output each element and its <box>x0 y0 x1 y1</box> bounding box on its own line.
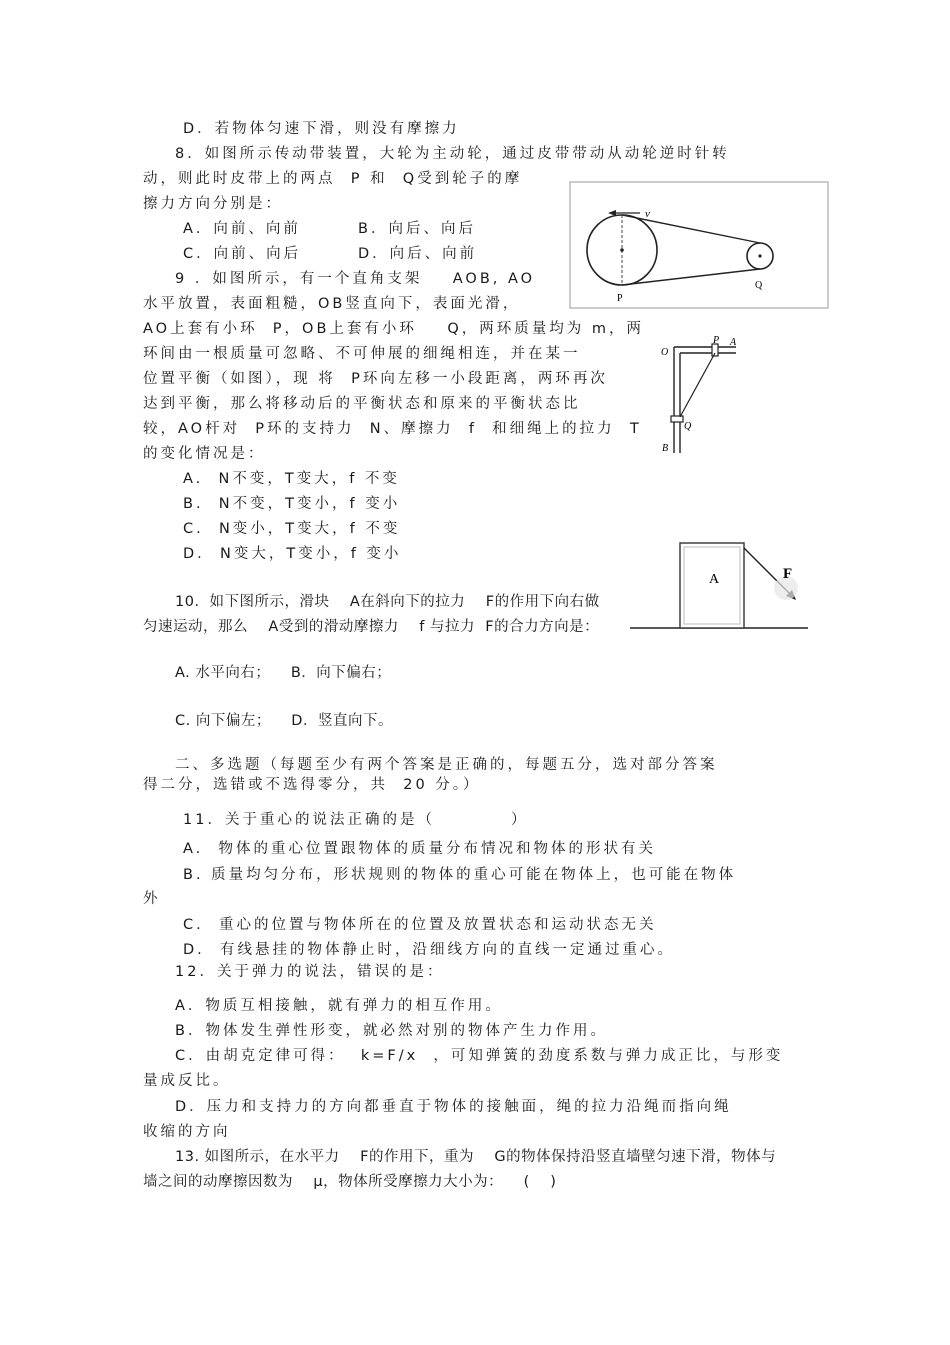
belt-upper <box>622 215 760 243</box>
q10-options-cd: C. 向下偏左； D．竖直向下。 <box>175 713 393 729</box>
q8-option-a: A．向前、向前 <box>183 221 301 237</box>
q13-stem-line2: 墙之间的动摩擦因数为 μ，物体所受摩擦力大小为： ( ) <box>143 1174 557 1190</box>
label-a: A <box>730 337 737 348</box>
q9-stem-line8: 的变化情况是： <box>143 446 266 462</box>
q8-stem-line3: 擦力方向分别是： <box>143 196 283 212</box>
q9-stem-line5: 位置平衡（如图），现 将 P环向左移一小段距离，两环再次 <box>143 371 608 387</box>
connecting-string <box>680 353 715 417</box>
right-angle-support-figure <box>658 333 742 455</box>
q9-option-b: B. N不变，T变小，f 变小 <box>183 496 401 512</box>
large-wheel-axle <box>620 248 624 252</box>
q12-stem: 12．关于弹力的说法，错误的是： <box>175 964 445 980</box>
q11-option-a: A. 物体的重心位置跟物体的质量分布情况和物体的形状有关 <box>183 841 656 857</box>
q8-option-d: D．向后、向前 <box>358 246 478 262</box>
q12-option-c: C．由胡克定律可得： k=F/x ，可知弹簧的劲度系数与弹力成正比，与形变 <box>175 1048 784 1064</box>
label-q: Q <box>684 421 692 432</box>
q8-stem-line1: 8．如图所示传动带装置，大轮为主动轮，通过皮带带动从动轮逆时针转 <box>175 146 730 162</box>
velocity-label: v <box>645 208 650 220</box>
q12-option-a: A．物质互相接触，就有弹力的相互作用。 <box>175 998 503 1014</box>
q11-option-c: C. 重心的位置与物体所在的位置及放置状态和运动状态无关 <box>183 917 657 933</box>
belt-drive-figure <box>560 180 832 312</box>
belt-figure-frame <box>570 182 828 308</box>
point-q-label: Q <box>755 280 763 291</box>
q10-options-ab: A. 水平向右； B．向下偏右； <box>175 665 392 681</box>
q9-option-c: C. N变小，T变大，f 不变 <box>183 521 401 537</box>
q10-stem-line2: 匀速运动，那么 A受到的滑动摩擦力 f 与拉力 F的合力方向是： <box>143 619 600 635</box>
point-p-label: P <box>617 293 623 304</box>
q12-option-c-cont: 量成反比。 <box>143 1073 231 1089</box>
section2-heading-line2: 得二分，选错或不选得零分，共 20 分。） <box>143 777 481 793</box>
q9-stem-line1: 9 ．如图所示，有一个直角支架 AOB, AO <box>175 271 536 287</box>
q9-option-a: A. N不变，T变大，f 不变 <box>183 471 400 487</box>
q9-stem-line3: AO上套有小环 P，OB上套有小环 Q，两环质量均为 m，两 <box>143 321 644 337</box>
q8-stem-line2: 动，则此时皮带上的两点 P 和 Q受到轮子的摩 <box>143 171 523 187</box>
force-f-label: F <box>783 566 793 582</box>
q8-option-b: B．向后、向后 <box>358 221 476 237</box>
q10-stem-line1: 10．如下图所示，滑块 A在斜向下的拉力 F的作用下向右做 <box>175 594 600 610</box>
sliding-block-figure <box>628 536 810 632</box>
small-wheel-axle <box>758 254 761 257</box>
q9-stem-line2: 水平放置，表面粗糙，OB竖直向下，表面光滑， <box>143 296 521 312</box>
block-a-label: A <box>709 572 720 587</box>
q9-stem-line6: 达到平衡，那么将移动后的平衡状态和原来的平衡状态比 <box>143 396 581 412</box>
q9-stem-line7: 较，AO杆对 P环的支持力 N、摩擦力 f 和细绳上的拉力 T <box>143 421 642 437</box>
q11-option-b-cont: 外 <box>143 891 161 907</box>
q11-option-b: B. 质量均匀分布，形状规则的物体的重心可能在物体上，也可能在物体 <box>183 867 737 883</box>
q11-option-d: D. 有线悬挂的物体静止时，沿细线方向的直线一定通过重心。 <box>183 942 675 958</box>
ring-q <box>671 416 683 422</box>
q9-stem-line4: 环间由一根质量可忽略、不可伸展的细绳相连，并在某一 <box>143 346 581 362</box>
label-p: P <box>713 335 720 346</box>
q12-option-d-cont: 收缩的方向 <box>143 1124 231 1140</box>
q12-option-b: B．物体发生弹性形变，就必然对别的物体产生力作用。 <box>175 1023 608 1039</box>
section2-heading-line1: 二、多选题（每题至少有两个答案是正确的，每题五分，选对部分答案 <box>175 757 718 773</box>
label-b: B <box>662 443 669 454</box>
q11-stem: 11．关于重心的说法正确的是（ ） <box>183 812 529 828</box>
velocity-arrowhead <box>608 210 616 216</box>
q7-option-d: D．若物体匀速下滑，则没有摩擦力 <box>183 121 460 137</box>
q8-option-c: C．向前、向后 <box>183 246 302 262</box>
q12-option-d: D．压力和支持力的方向都垂直于物体的接触面，绳的拉力沿绳而指向绳 <box>175 1099 732 1115</box>
q13-stem-line1: 13. 如图所示，在水平力 F的作用下，重为 G的物体保持沿竖直墙壁匀速下滑，物体与 <box>175 1149 777 1165</box>
label-o: O <box>661 347 669 358</box>
belt-lower <box>622 269 760 285</box>
q9-option-d: D. N变大，T变小，f 变小 <box>183 546 402 562</box>
